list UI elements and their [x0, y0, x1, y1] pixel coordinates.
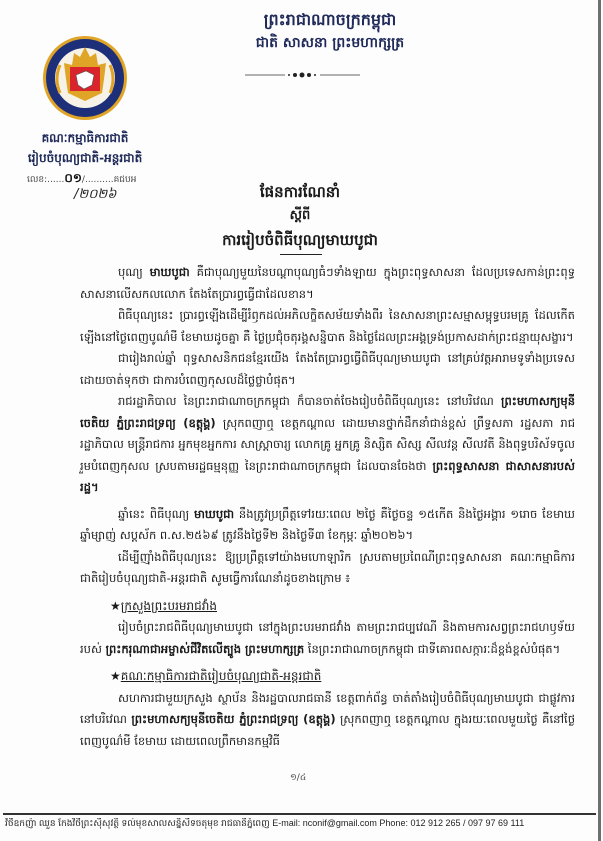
- paragraph-5: ឆ្នាំនេះ ពិធីបុណ្យ មាឃបូជា នឹងត្រូវប្រព្រឹត្តទៅរយៈពេល ២ថ្ងៃ គឺថ្ងៃចន្ទ ១៥កើត និងថ្ងៃអង្គារ ១រោច ខែមាឃ ឆ្នាំម្សាញ់ សប្តស័ក ព.ស.២៥៦៩ ត្រូវនឹងថ្ងៃទី២ និងថ្ងៃទី៣ ខែកុម្ភៈ ឆ្នាំ២០២៦។: [80, 506, 575, 542]
- page-number: ១/៤: [290, 773, 307, 783]
- footer-divider: [3, 813, 596, 815]
- paragraph-6: ដើម្បីញ៉ាំងពិធីបុណ្យនេះ ឱ្យប្រព្រឹត្តទៅយ៉ាងមហោឡារិក ស្របតាមប្រពៃណីព្រះពុទ្ធសាសនា គណៈកម្មាធិការជាតិរៀបចំបុណ្យជាតិ-អន្តរជាតិ សូមធ្វើការណែនាំដូចខាងក្រោម ៖: [80, 549, 575, 585]
- ornament-divider-icon: [245, 70, 360, 80]
- organization-block: [10, 128, 160, 168]
- footer-email: E-mail: nconif@gmail.com: [272, 818, 377, 828]
- star-bullet-icon: ★: [110, 598, 121, 613]
- paragraph-2: ពិធីបុណ្យនេះ ប្រារព្ធឡើងដើម្បីរំឭកដល់អភិលក្ខិតសម័យទាំងពីរ នៃសាសនាព្រះសម្មាសម្ពុទ្ធបរមគ្រូ ដែលកើតឡើងនៅថ្ងៃពេញបូណ៌មី ខែមាឃដូចគ្នា គឺ ថ្ងៃប្រជុំចតុរង្គសន្និបាត និងថ្ងៃដែលព្រះអង្គទ្រង់ប្រកាសដាក់ព្រះជន្មាយុសង្ខារ។: [80, 308, 575, 344]
- committee-emblem-icon: [42, 35, 128, 121]
- section-royal-palace-text: រៀបចំព្រះរាជពិធីបុណ្យមាឃបូជា នៅក្នុងព្រះបរមរាជវាំង តាមព្រះរាជប្បវេណី និងតាមការសព្វព្រះរាជហឫទ័យរបស់ ព្រះករុណាជាអម្ចាស់ជីវិតលើត្បូង ព្រះមហាក្សត្រ នៃព្រះរាជាណាចក្រកម្ពុជា ជាទីគោរពសក្ការៈដ៏ខ្ពង់ខ្ពស់បំផុត។: [80, 620, 575, 656]
- kingdom-header: [180, 8, 480, 54]
- paragraph-1: បុណ្យ មាឃបូជា គឺជាបុណ្យមួយនៃបណ្ដាបុណ្យធំៗទាំងឡាយ ក្នុងព្រះពុទ្ធសាសនា ដែលប្រទេសកាន់ព្រះពុទ្ធសាសនាលើសកលលោក តែងតែប្រារព្ធធ្វើជាដែលខាន។: [80, 265, 575, 301]
- footer-address: វិថីឧកញ៉ា ឈួន កែងវិថីព្រះស៊ីសុវត្ថិ ទល់មុខសាលសន្និសីទចតុមុខ រាជធានីភ្នំពេញ: [5, 818, 270, 828]
- document-body: [80, 262, 575, 752]
- star-bullet-icon: ★: [110, 669, 121, 683]
- section-heading-national-committee: ★គណៈកម្មាធិការជាតិរៀបចំបុណ្យជាតិ-អន្តរជាតិ: [110, 669, 322, 683]
- title-line3: ការរៀបចំពិធីបុណ្យមាឃបូជា: [222, 231, 378, 249]
- footer-contact: [5, 818, 598, 831]
- paragraph-4: រាជរដ្ឋាភិបាល នៃព្រះរាជាណាចក្រកម្ពុជា ក៏បានចាត់ចែងរៀបចំពិធីបុណ្យនេះ នៅបរិវេណ ព្រះមហាសក្យមុនីចេតិយ ភ្នំព្រះរាជទ្រព្យ (ឧត្តុង្គ) ស្រុកពញាឮ ខេត្តកណ្តាល ដោយមានថ្នាក់ដឹកនាំជាន់ខ្ពស់ ព្រឹទ្ធសភា រដ្ឋសភា រាជរដ្ឋាភិបាល មន្ត្រីរាជការ អ្នកមុខអ្នកការ សាស្ត្រាចារ្យ លោកគ្រូ អ្នកគ្រូ និស្សិត សិស្ស សីលវន្ត សីលវតី និងពុទ្ធបរិស័ទចូលរួមបំពេញកុសល ស្របតាមរដ្ឋធម្មនុញ្ញ នៃព្រះរាជាណាចក្រកម្ពុជា ដែលបានចែងថា ព្រះពុទ្ធសាសនា ជាសាសនារបស់រដ្ឋ។: [80, 394, 576, 494]
- footer-phone: Phone: 012 912 265 / 097 97 69 111: [379, 818, 525, 828]
- document-title: [150, 180, 450, 253]
- reference-value: ០១: [64, 171, 82, 185]
- organization-name-line1: គណៈកម្មាធិការជាតិ: [41, 131, 129, 145]
- kingdom-name: ព្រះរាជាណាចក្រកម្ពុជា: [263, 10, 397, 29]
- section-heading-royal-palace: ★ក្រសួងព្រះបរមរាជវាំង: [110, 598, 217, 613]
- title-divider: [280, 254, 322, 255]
- title-line2: ស្តីពី: [289, 208, 311, 223]
- section-national-committee-text: សហការជាមួយក្រសួង ស្ថាប័ន និងរដ្ឋបាលរាជធានី ខេត្តពាក់ព័ន្ធ ចាត់តាំងរៀបចំពិធីបុណ្យមាឃបូជា ជាផ្លូវការនៅបរិវេណ ព្រះមហាសក្យមុនីចេតិយ ភ្នំព្រះរាជទ្រព្យ (ឧត្តុង្គ) ស្រុកពញាឮ ខេត្តកណ្តាល ក្នុងរយៈពេលមួយថ្ងៃ គឺនៅថ្ងៃពេញបូណ៌មី ខែមាឃ ដោយពេលព្រឹកមានកម្មវិធី: [80, 690, 576, 748]
- reference-handwritten-year: /២០២៦: [74, 187, 117, 202]
- paragraph-3: ជារៀងរាល់ឆ្នាំ ពុទ្ធសាសនិកជនខ្មែរយើង តែងតែប្រារព្ធធ្វើពិធីបុណ្យមាឃបូជា នៅគ្រប់វត្តអារាមទូទាំងប្រទេស ដោយចាត់ទុកថា ជាការបំពេញកុសលដ៏ថ្លៃថ្លាបំផុត។: [80, 351, 575, 387]
- reference-suffix: /..........គជបអ: [81, 175, 137, 185]
- organization-name-line2: រៀបចំបុណ្យជាតិ-អន្តរជាតិ: [27, 151, 143, 165]
- title-line1: ផែនការណែនាំ: [259, 183, 341, 201]
- reference-label: លេខ:......: [27, 175, 65, 185]
- national-motto: ជាតិ សាសនា ព្រះមហាក្សត្រ: [255, 35, 405, 51]
